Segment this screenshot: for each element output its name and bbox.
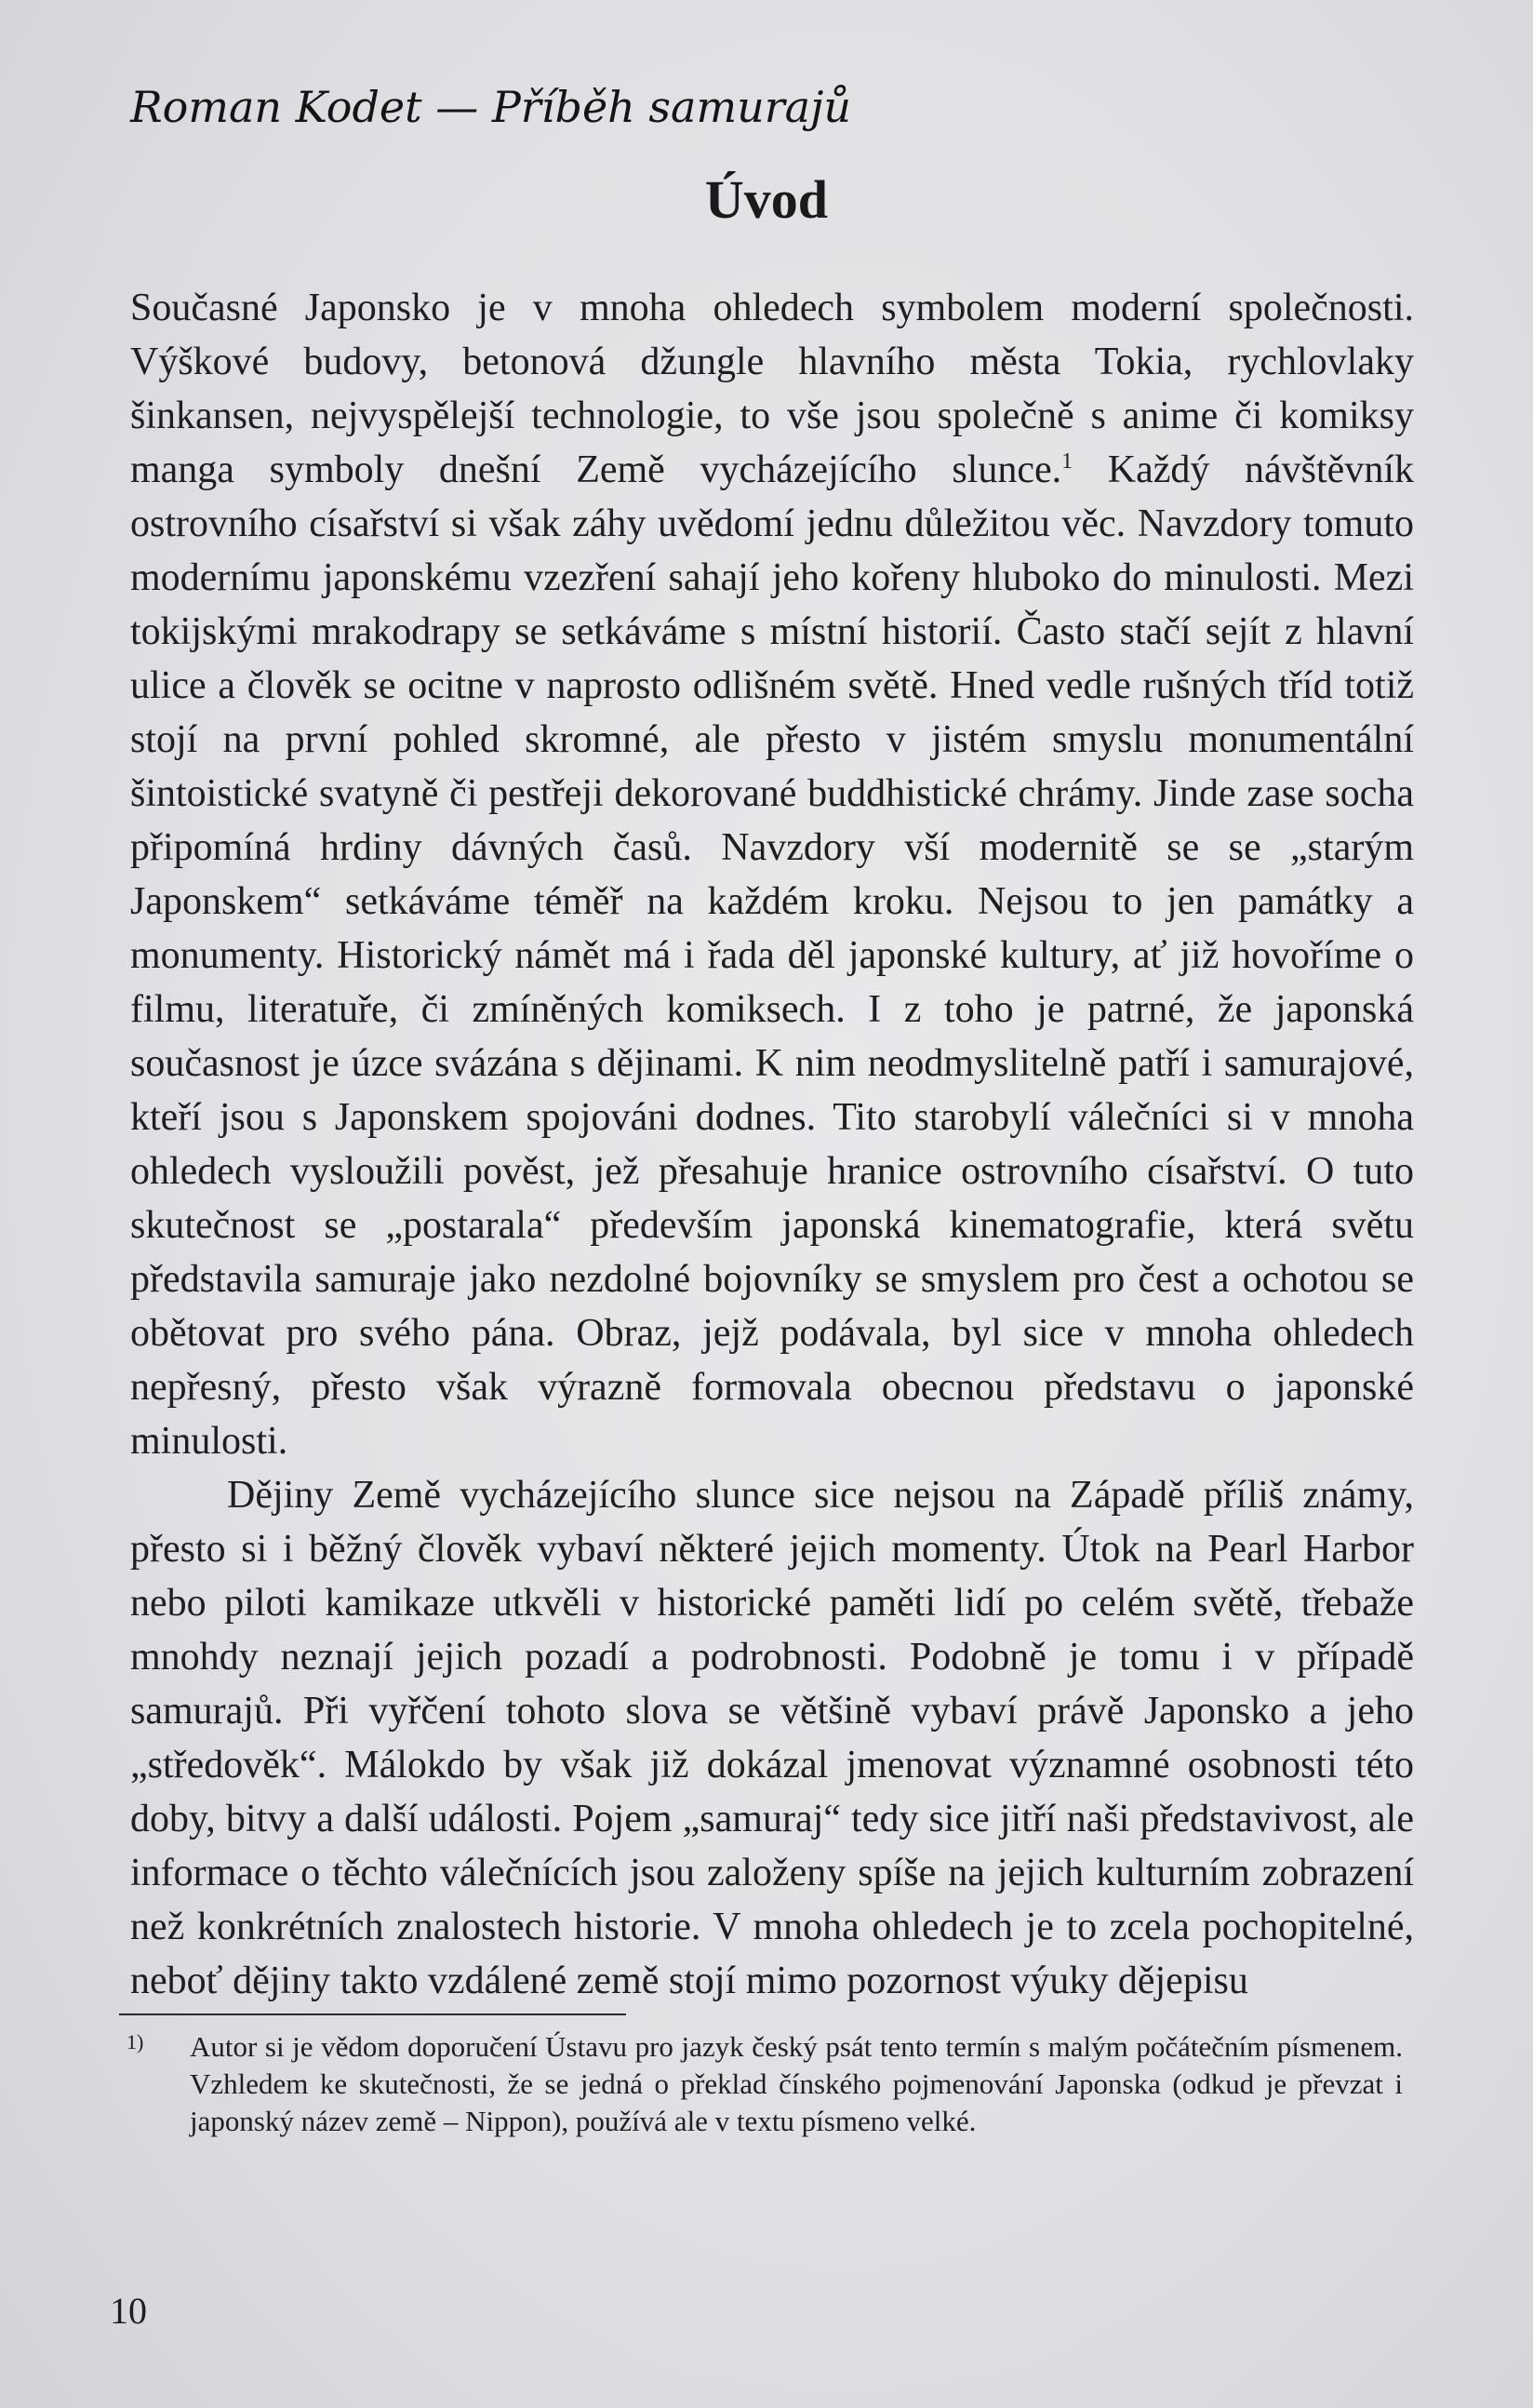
body-text: [130, 281, 1414, 2008]
footnote-text: Autor si je vědom doporučení Ústavu pro jazyk český psát tento termín s malým počátečním písmenem. Vzhledem ke skutečnosti, že se jedná o překlad čínského pojmenování Japonska (odkud je převzat i japonský název země – Nippon), používá ale v textu písmeno velké.: [190, 2030, 1403, 2137]
paragraph-2: Dějiny Země vycházejícího slunce sice nejsou na Západě příliš známy, přesto si i běžný člověk vybaví některé jejich momenty. Útok na Pearl Harbor nebo piloti kamikaze utkvěli v historické paměti lidí po celém světě, třebaže mnohdy neznají jejich pozadí a podrobnosti. Podobně je tomu i v případě samurajů. Při vyřčení tohoto slova se většině vybaví právě Japonsko a jeho „středověk“. Málokdo by však již dokázal jmenovat významné osobnosti této doby, bitvy a další události. Pojem „samuraj“ tedy sice jitří naši představivost, ale informace o těchto válečnících jsou založeny spíše na jejich kulturním zobrazení než konkrétních znalostech historie. V mnoha ohledech je to zcela pochopitelné, neboť dějiny takto vzdálené země stojí mimo pozornost výuky dějepisu: [130, 1474, 1414, 2002]
paragraph-1: [130, 281, 1414, 1468]
page-number: 10: [110, 2290, 147, 2332]
chapter-title: Úvod: [704, 169, 829, 230]
footnote-divider: [119, 2013, 626, 2015]
paragraph-1-part-a: Současné Japonsko je v mnoha ohledech symbolem moderní společnosti. Výškové budovy, betonová džungle hlavního města Tokia, rychlovlaky šinkansen, nejvyspělejší technologie, to vše jsou společně s anime či komiksy manga symboly dnešní Země vycházejícího slunce.: [130, 287, 1414, 491]
paragraph-1-part-b: Každý návštěvník ostrovního císařství si však záhy uvědomí jednu důležitou věc. Navzdory tomuto modernímu japonskému vzezření sahají jeho kořeny hluboko do minulosti. Mezi tokijskými mrakodrapy se setkáváme s místní historií. Často stačí sejít z hlavní ulice a člověk se ocitne v naprosto odlišném světě. Hned vedle rušných tříd totiž stojí na první pohled skromné, ale přesto v jistém smyslu monumentální šintoistické svatyně či pestřeji dekorované buddhistické chrámy. Jinde zase socha připomíná hrdiny dávných časů. Navzdory vší modernitě se se „starým Japonskem“ setkáváme téměř na každém kroku. Nejsou to jen památky a monumenty. Historický námět má i řada děl japonské kultury, ať již hovoříme o filmu, literatuře, či zmíněných komiksech. I z toho je patrné, že japonská současnost je úzce svázána s dějinami. K nim neodmyslitelně patří i samurajové, kteří jsou s Japonskem spojováni dodnes. Tito starobylí válečníci si v mnoha ohledech vysloužili pověst, jež přesahuje hranice ostrovního císařství. O tuto skutečnost se „postarala“ především japonská kinematografie, která světu představila samuraje jako nezdolné bojovníky se smyslem pro čest a ochotou se obětovat pro svého pána. Obraz, jejž podávala, byl sice v mnoha ohledech nepřesný, přesto však výrazně formovala obecnou představu o japonské minulosti.: [130, 448, 1414, 1463]
footnote: [119, 2028, 1403, 2140]
footnote-reference: 1: [1061, 449, 1073, 474]
running-header: Roman Kodet — Příběh samurajů: [130, 82, 851, 132]
footnote-marker: 1): [127, 2030, 144, 2053]
